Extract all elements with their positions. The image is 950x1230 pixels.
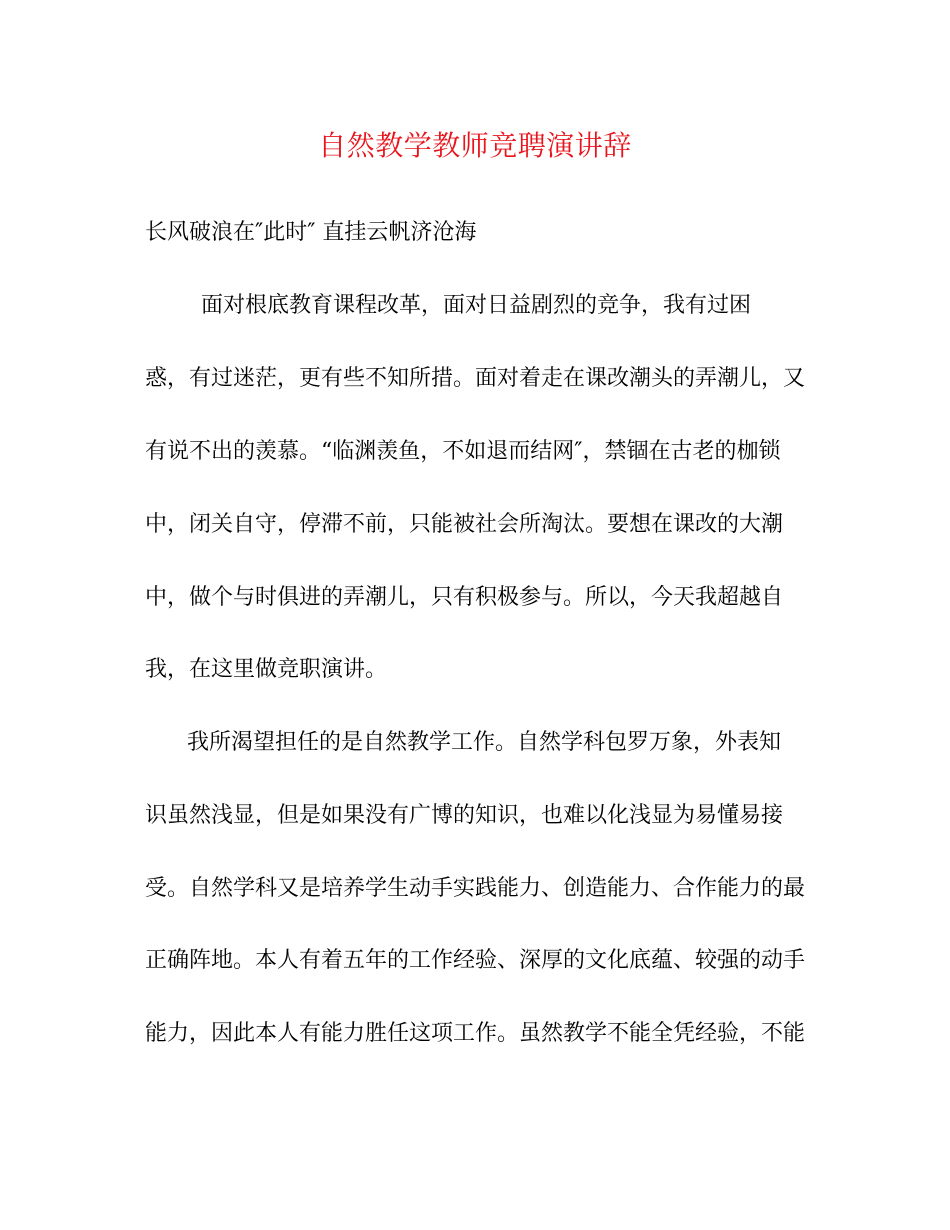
paragraph-line: 惑，有过迷茫，更有些不知所措。面对着走在课改潮头的弄潮儿，又 bbox=[145, 366, 806, 391]
paragraph-line: 我所渴望担任的是自然教学工作。自然学科包罗万象，外表知 bbox=[145, 730, 781, 755]
subtitle-line: 长风破浪在″此时″ 直挂云帆济沧海 bbox=[145, 220, 477, 245]
paragraph-line: 中，做个与时俱进的弄潮儿，只有积极参与。所以，今天我超越自 bbox=[145, 585, 784, 610]
document-title: 自然教学教师竞聘演讲辞 bbox=[318, 129, 632, 162]
paragraph-line: 中，闭关自守，停滞不前，只能被社会所淘汰。要想在课改的大潮 bbox=[145, 512, 784, 537]
paragraph-line: 面对根底教育课程改革，面对日益剧烈的竞争，我有过困 bbox=[145, 293, 751, 318]
paragraph-line: 识虽然浅显，但是如果没有广博的知识，也难以化浅显为易懂易接 bbox=[145, 803, 784, 828]
paragraph-line: 受。自然学科又是培养学生动手实践能力、创造能力、合作能力的最 bbox=[145, 876, 806, 901]
paragraph-line: 有说不出的羡慕。“临渊羡鱼，不如退而结网″，禁锢在古老的枷锁 bbox=[145, 439, 781, 464]
paragraph-line: 正确阵地。本人有着五年的工作经验、深厚的文化底蕴、较强的动手 bbox=[145, 948, 806, 973]
paragraph-line: 能力，因此本人有能力胜任这项工作。虽然教学不能全凭经验，不能 bbox=[145, 1021, 806, 1046]
paragraph-line: 我，在这里做竞职演讲。 bbox=[145, 657, 388, 682]
